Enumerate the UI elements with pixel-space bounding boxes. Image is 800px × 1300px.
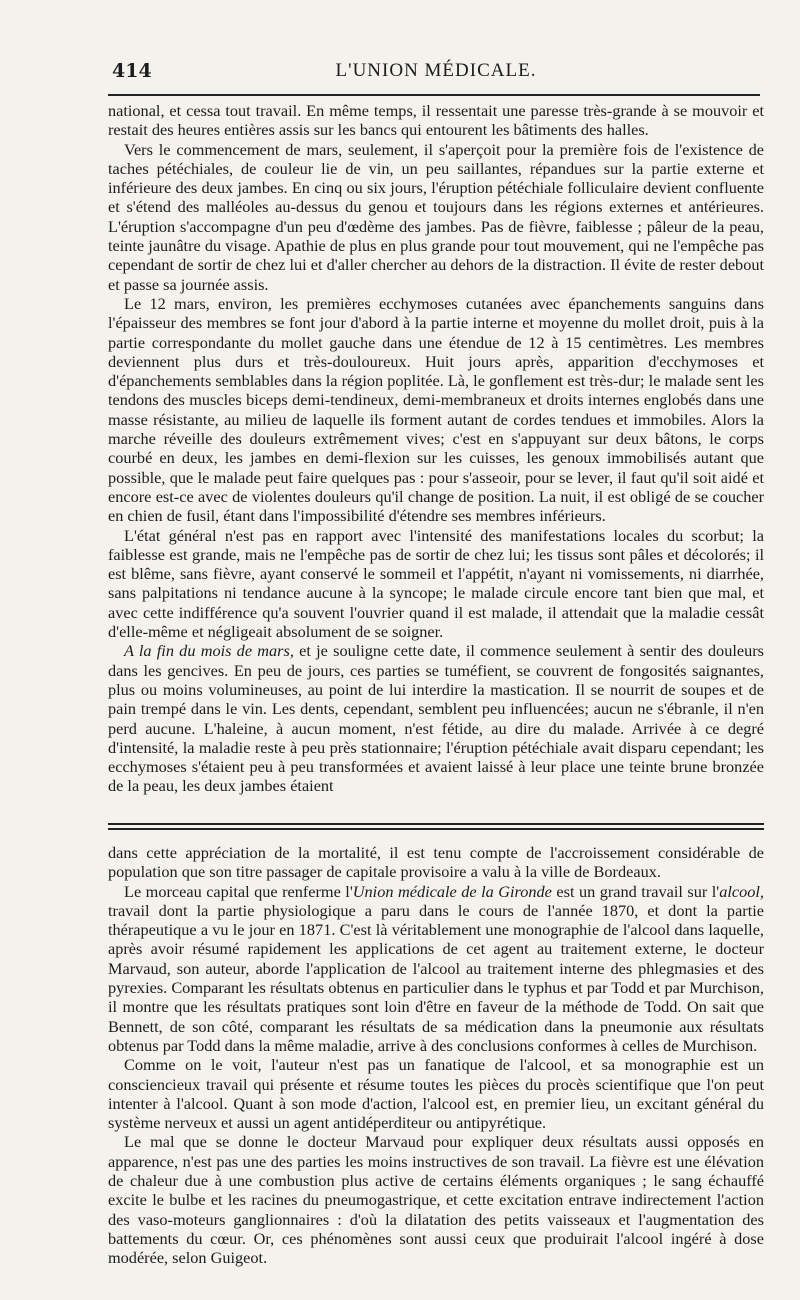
- italic-term: alcool,: [719, 881, 764, 901]
- italic-date: A la fin du mois de mars,: [124, 641, 294, 661]
- journal-title: Union médicale de la Gironde: [352, 881, 552, 901]
- section-separator: [108, 823, 764, 833]
- running-title: L'UNION MÉDICALE.: [335, 60, 537, 81]
- paragraph: Le 12 mars, environ, les premières ecchymoses cutanées avec épanchements sanguins dans l'épaisseur des membres se font jour d'abord à la partie interne et moyenne du mollet droit, puis à la partie correspondante du mollet gauche dans une étendue de 12 à 15 centimètres. Les membres deviennent plus durs et très-douloureux. Huit jours après, apparition d'ecchymoses et d'épanchements semblables dans la région poplitée. Là, le gonflement est très-dur; le malade sent les tendons des muscles biceps demi-tendineux, demi-membraneux et droits internes englobés dans une masse résistante, au milieu de laquelle ils forment autant de cordes tendues et immobiles. Alors la marche réveille des douleurs extrêmement vives; c'est en s'appuyant sur deux bâtons, le corps courbé en deux, les jambes en demi-flexion sur les cuisses, les genoux immobilisés autant que possible, que le malade peut faire quelques pas : pour s'asseoir, pour se lever, il faut qu'il soit aidé et encore est-ce avec de violentes douleurs qu'il change de position. La nuit, il est obligé de se coucher en chien de fusil, étant dans l'impossibilité d'étendre ses membres inférieurs.: [108, 293, 764, 526]
- separator-rule: [108, 823, 764, 825]
- paragraph: dans cette appréciation de la mortalité, il est tenu compte de l'accroissement considérable de population que son titre passager de capitale provisoire a valu à la ville de Bordeaux.: [108, 843, 764, 882]
- separator-rule: [108, 828, 764, 830]
- paragraph: national, et cessa tout travail. En même temps, il ressentait une paresse très-grande à se mouvoir et restait des heures entières assis sur les bancs qui entourent les bâtiments des halles.: [108, 101, 764, 140]
- paragraph: Comme on le voit, l'auteur n'est pas un fanatique de l'alcool, et sa monographie est un consciencieux travail qui présente et résume toutes les pièces du procès scientifique que l'on peut intenter à l'alcool. Quant à son mode d'action, l'alcool est, en premier lieu, un excitant général du système nerveux et aussi un agent antidéperditeur ou antipyrétique.: [108, 1055, 764, 1133]
- paragraph-text: travail dont la partie physiologique a paru dans le cours de l'année 1870, et dont la partie thérapeutique a vu le jour en 1871. C'est là véritablement une monographie de l'alcool dans laquelle, après avoir résumé rapidement les applications de cet agent au traitement externe, le docteur Marvaud, son auteur, aborde l'application de l'alcool au traitement interne des phlegmasies et des pyrexies. Comparant les résultats obtenus en particulier dans le typhus et par Todd et par Murchison, il montre que les résultats pratiques sont loin d'être en faveur de la méthode de Todd. On sait que Bennett, de son côté, comparant les résultats de sa médication dans la pneumonie aux résultats obtenus par Todd dans la même maladie, arrive à des conclusions conformes à celles de Murchison.: [108, 900, 764, 1055]
- paragraph: L'état général n'est pas en rapport avec l'intensité des manifestations locales du scorbut; la faiblesse est grande, mais ne l'empêche pas de sortir de chez lui; les tissus sont pâles et décolorés; il est blême, sans fièvre, ayant conservé le sommeil et l'appétit, n'ayant ni vomissements, ni diarrhée, sans palpitations ni tendance aucune à la syncope; le malade circule encore tant bien que mal, et avec cette indifférence qu'a souvent l'ouvrier quand il est malade, il attendait que la maladie cessât d'elle-même et négligeait absolument de se soigner.: [108, 525, 764, 642]
- page-number: 414: [112, 60, 152, 82]
- paragraph-text: Le morceau capital que renferme l': [124, 881, 353, 901]
- header-rule: [108, 94, 760, 96]
- paragraph-text: est un grand travail sur l': [551, 881, 720, 901]
- top-text-section: [108, 101, 764, 796]
- paragraph: Le mal que se donne le docteur Marvaud pour expliquer deux résultats aussi opposés en apparence, n'est pas une des parties les moins instructives de son travail. La fièvre est une élévation de chaleur due à une combustion plus active de certains éléments organiques ; le sang échauffé excite le bulbe et les racines du pneumogastrique, et cette excitation entrave indirectement l'action des vaso-moteurs ganglionnaires : d'où la dilatation des petits vaisseaux et l'augmentation des battements du cœur. Or, ces phénomènes sont aussi ceux que produirait l'alcool ingéré à dose modérée, selon Guigeot.: [108, 1132, 764, 1268]
- paragraph: Vers le commencement de mars, seulement, il s'aperçoit pour la première fois de l'existence de taches pétéchiales, de couleur lie de vin, un peu saillantes, répandues sur la partie externe et inférieure des deux jambes. En cinq ou six jours, l'éruption pétéchiale folliculaire devient confluente et s'étend des malléoles au-dessus du genou et toujours dans les régions externes et antérieures. L'éruption s'accompagne d'un peu d'œdème des jambes. Pas de fièvre, faiblesse ; pâleur de la peau, teinte jaunâtre du visage. Apathie de plus en plus grande pour tout mouvement, qui ne l'empêche pas cependant de sortir de chez lui et d'aller chercher au dehors de la distraction. Il évite de rester debout et passe sa journée assis.: [108, 139, 764, 294]
- page-header: [112, 60, 760, 88]
- paragraph: [108, 882, 764, 1056]
- bottom-text-section: [108, 843, 764, 1268]
- paragraph-text: et je souligne cette date, il commence seulement à sentir des douleurs dans les gencives. En peu de jours, ces parties se tuméfient, se couvrent de fongosités saignantes, plus ou moins volumineuses, au point de lui interdire la mastication. Il se nourrit de soupes et de pain trempé dans le vin. Les dents, cependant, semblent peu influencées; aucun ne s'ébranle, il n'en perd aucune. L'haleine, à aucun moment, n'est fétide, au dire du malade. Arrivée à ce degré d'intensité, la maladie reste à peu près stationnaire; l'éruption pétéchiale avait disparu cependant; les ecchymoses s'étaient peu à peu transformées et avaient laissé à leur place une teinte brune bronzée de la peau, les deux jambes étaient: [108, 641, 764, 796]
- paragraph: [108, 641, 764, 795]
